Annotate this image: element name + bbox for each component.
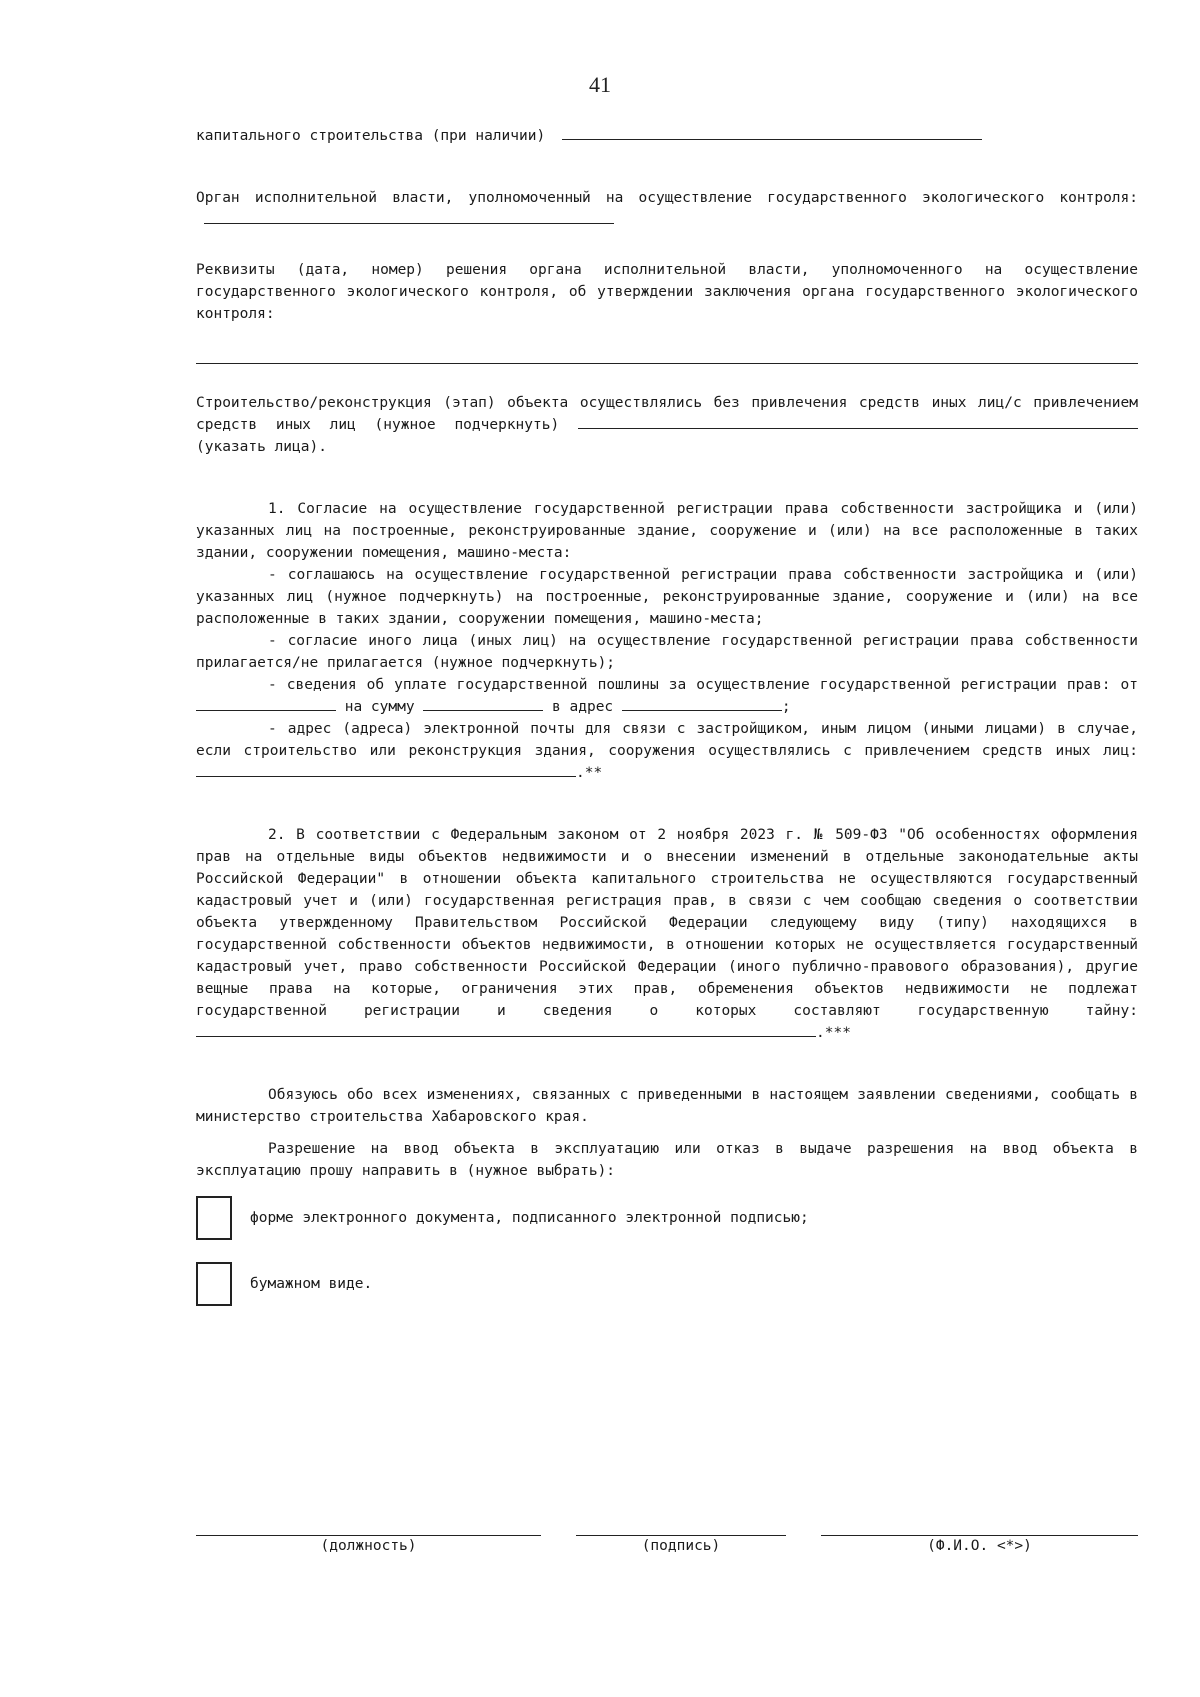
paper-option-label: бумажном виде. [250,1276,373,1292]
page-number: 41 [589,72,611,97]
signature-block [196,1535,1138,1575]
signature-field[interactable] [576,1535,786,1554]
application-form-body [196,125,1138,1306]
item1-email: - адрес (адреса) электронной почты для связи с застройщиком, иным лицом (иными лицами) в случае, если строительство или реконструкция здания, сооружения осуществлялись с привлечением средств иных лиц: .** [196,721,1138,781]
item2-paragraph: 2. В соответствии с Федеральным законом от 2 ноября 2023 г. № 509-ФЗ "Об особенностях оформления прав на отдельные виды объектов недвижимости и о внесении изменений в отдельные законодательные акты Российской Федерации" в отношении объекта капитального строительства не осуществляются государственный кадастровый учет и (или) государственная регистрация прав, в связи с чем сообщаю сведения о соответствии объекта утвержденному Правительством Российской Федерации следующему виду (типу) находящихся в государственной собственности объектов недвижимости, в отношении которых не осуществляется государственный кадастровый учет, право собственности Российской Федерации (иного публично-правового образования), другие вещные права на которые, ограничения этих прав, обременения объектов недвижимости не подлежат государственной регистрации и сведения о которых составляют государственную тайну: .*** [196,827,1138,1041]
full-name-field[interactable] [821,1535,1138,1554]
delivery-option-electronic [196,1196,1138,1240]
state-secret-blank[interactable] [196,1022,816,1037]
fee-address-blank[interactable] [622,696,782,711]
item1-other-consent: - согласие иного лица (иных лиц) на осуществление государственной регистрации права собственности прилагается/не прилагается (нужное подчеркнуть); [196,633,1138,671]
full-name-caption: (Ф.И.О. <*>) [927,1538,1032,1554]
funding-paragraph: Строительство/реконструкция (этап) объекта осуществлялись без привлечения средств иных лиц/с привлечением средств иных лиц (нужное подчеркнуть) (указать лица). [196,395,1138,455]
capital-construction-line: капитального строительства (при наличии) [196,125,1138,147]
item1-fee: - сведения об уплате государственной пошлины за осуществление государственной регистрации прав: от на сумму в адрес ; [196,674,1138,718]
electronic-checkbox[interactable] [196,1196,232,1240]
electronic-option-label: форме электронного документа, подписанного электронной подписью; [250,1210,809,1226]
paper-checkbox[interactable] [196,1262,232,1306]
position-caption: (должность) [320,1538,417,1554]
authority-paragraph: Орган исполнительной власти, уполномоченный на осуществление государственного экологического контроля: [196,187,1138,231]
funding-persons-blank[interactable] [578,414,1138,429]
email-blank[interactable] [196,762,576,777]
item1-title: 1. Согласие на осуществление государственной регистрации права собственности застройщика и (или) указанных лиц на построенные, реконструированные здание, сооружение и (или) на все расположенные в таких здании, сооружении помещения, машино-места: [196,501,1138,561]
requisites-paragraph: Реквизиты (дата, номер) решения органа исполнительной власти, уполномоченного на осуществление государственного экологического контроля, об утверждении заключения органа государственного экологического контроля: [196,262,1138,322]
fee-amount-blank[interactable] [423,696,543,711]
item1-consent: - соглашаюсь на осуществление государственной регистрации права собственности застройщика и (или) указанных лиц (нужное подчеркнуть) на построенные, реконструированные здание, сооружение и (или) на все расположенные в таких здании, сооружении помещения, машино-места; [196,567,1138,627]
signature-caption: (подпись) [641,1538,721,1554]
obligation-paragraph: Обязуюсь обо всех изменениях, связанных с приведенными в настоящем заявлении сведениями, сообщать в министерство строительства Хабаровского края. [196,1087,1138,1125]
authority-blank[interactable] [204,209,614,224]
capital-construction-blank[interactable] [562,125,982,140]
fee-from-blank[interactable] [196,696,336,711]
delivery-paragraph: Разрешение на ввод объекта в эксплуатацию или отказ в выдаче разрешения на ввод объекта в эксплуатацию прошу направить в (нужное выбрать): [196,1141,1138,1179]
delivery-option-paper [196,1262,1138,1306]
position-field[interactable] [196,1535,541,1554]
requisites-blank[interactable] [196,339,1138,364]
